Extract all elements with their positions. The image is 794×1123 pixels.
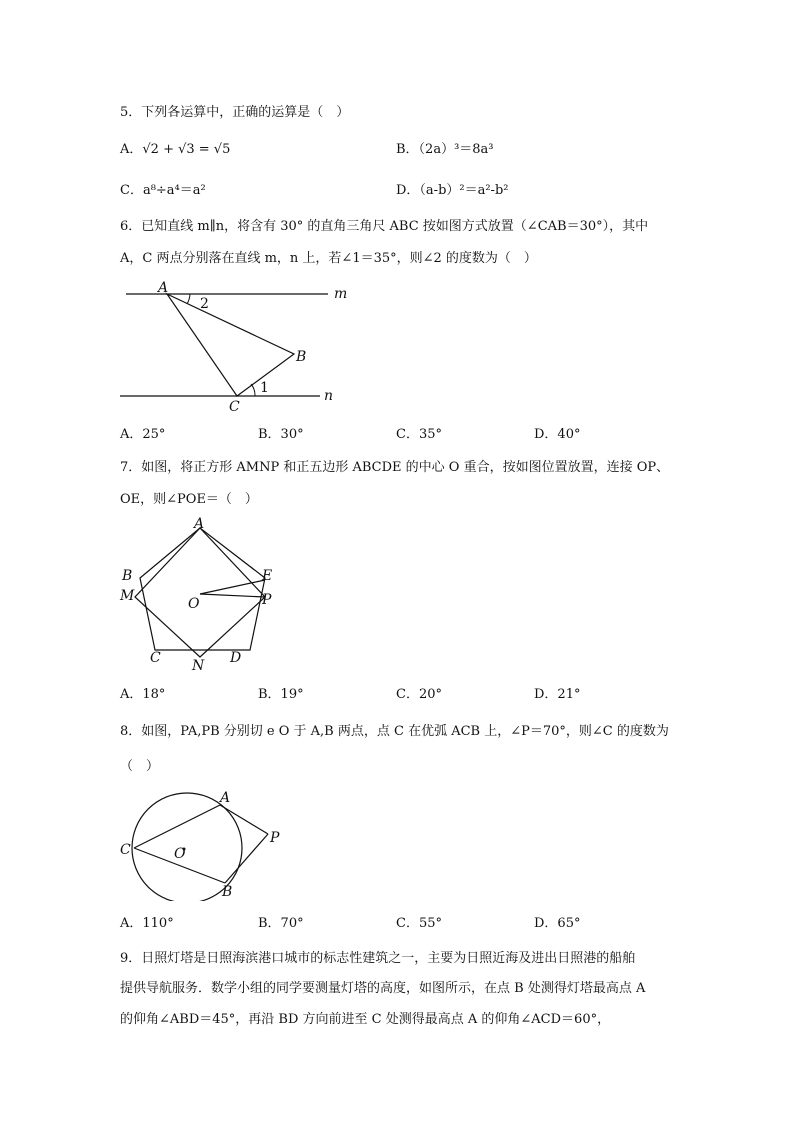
q7-choice-a: A．18° [120,687,166,702]
q8-choice-a: A．110° [120,916,174,931]
q5-choice-c: C．a⁸÷a⁴＝a² [120,183,206,198]
q9-line2: 提供导航服务．数学小组的同学要测量灯塔的高度，如图所示，在点 B 处测得灯塔最高点 A [120,981,646,996]
label-1: 1 [260,380,269,396]
q9-line1: 9．日照灯塔是日照海滨港口城市的标志性建筑之一，主要为日照近海及进出日照港的船舶 [120,951,636,966]
label-n: n [324,388,334,404]
q7-figure [112,512,292,677]
q6-choice-b: B．30° [258,427,304,442]
q8-stem-line2: （ ） [120,759,160,774]
label-p: P [270,830,280,846]
q9-line3: 的仰角∠ABD＝45°，再沿 BD 方向前进至 C 处测得最高点 A 的仰角∠ACD＝60°， [120,1012,611,1027]
q7-choice-d: D．21° [534,687,581,702]
label-a: A [194,516,205,532]
label-a: A [158,280,169,296]
q5-choice-d: D．（a-b）²＝a²-b² [396,183,509,198]
chord-ca [134,805,220,848]
triangle-abc [167,294,294,396]
label-a: A [220,790,231,806]
label-m: m [334,286,348,302]
label-e: E [262,568,273,584]
label-b: B [222,884,233,900]
q8-figure [112,786,292,901]
tangent-pa [220,805,268,834]
q6-choice-a: A．25° [120,427,166,442]
q5-choice-a: A．√2 + √3 = √5 [120,142,231,157]
q5-stem: 5．下列各运算中，正确的运算是（ ） [120,105,350,120]
q6-stem-line2: A，C 两点分别落在直线 m，n 上，若∠1＝35°，则∠2 的度数为（ ） [120,251,537,266]
q8-choice-d: D．65° [534,916,581,931]
q6-figure [110,278,350,418]
label-b: B [122,568,133,584]
q7-stem-line1: 7．如图，将正方形 AMNP 和正五边形 ABCDE 的中心 O 重合，按如图位置放置，连接 OP、 [120,460,670,475]
label-d: D [230,650,242,666]
label-p: P [262,592,272,608]
segment-op [200,594,265,597]
label-o: O [174,846,186,862]
square-amnp [135,528,265,657]
pentagon-abcde [140,528,265,650]
label-b: B [296,349,307,365]
q7-stem-line2: OE，则∠POE＝（ ） [120,492,258,507]
label-c: C [150,650,161,666]
label-o: O [188,596,200,612]
q7-choice-b: B．19° [258,687,304,702]
angle-2-arc [187,294,190,304]
q8-choice-c: C．55° [396,916,442,931]
label-c: C [229,399,240,415]
q6-choice-d: D．40° [534,427,581,442]
q8-stem-line1: 8．如图，PA,PB 分别切 e O 于 A,B 两点，点 C 在优弧 ACB 上，∠P＝70°，则∠C 的度数为 [120,724,669,739]
q8-choice-b: B．70° [258,916,304,931]
label-n: N [192,658,205,674]
q6-choice-c: C．35° [396,427,442,442]
tangent-pb [225,834,268,883]
label-m: M [120,588,135,604]
q6-stem-line1: 6．已知直线 m∥n，将含有 30° 的直角三角尺 ABC 按如图方式放置（∠CAB＝30°），其中 [120,219,649,234]
q7-choice-c: C．20° [396,687,442,702]
label-2: 2 [200,296,209,312]
q5-choice-b: B．（2a）³＝8a³ [396,142,494,157]
label-c: C [120,842,131,858]
